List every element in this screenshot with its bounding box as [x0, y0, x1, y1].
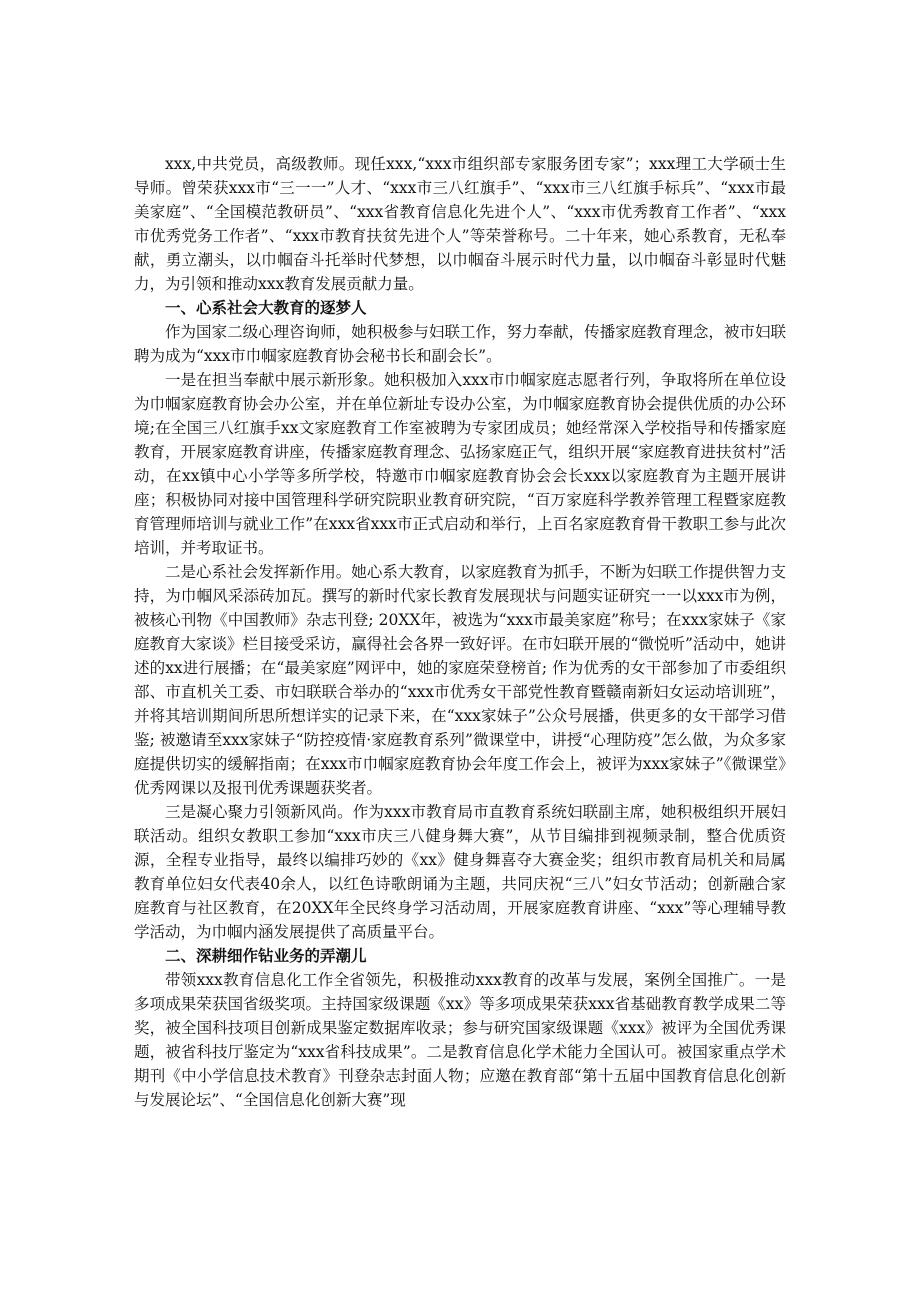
section1-paragraph-3: 二是心系社会发挥新作用。她心系大教育，以家庭教育为抓手，不断为妇联工作提供智力支持，为巾帼风采添砖加瓦。撰写的新时代家长教育发展现状与问题实证研究一一以xxx市为例，被核心刊物《中国教师》杂志刊登; 20XX年，被选为“xxx市最美家庭”称号；在xxx家妹子《家庭教育大家谈》栏目接受采访，赢得社会各界一致好评。在市妇联开展的“微悦听”活动中，她讲述的xx进行展播；在“最美家庭”网评中，她的家庭荣登榜首; 作为优秀的女干部参加了市委组织部、市直机关工委、市妇联联合举办的“xxx市优秀女干部党性教育暨赣南新妇女运动培训班”，并将其培训期间所思所想详实的记录下来，在“xxx家妹子”公众号展播，供更多的女干部学习借鉴; 被邀请至xxx家妹子“防控疫情·家庭教育系列”微课堂中，讲授“心理防疫”怎么做，为众多家庭提供切实的缓解指南；在xxx市巾帼家庭教育协会年度工作会上，被评为xxx家妹子”《微课堂》优秀网课以及报刊优秀课题获奖者。 [134, 563, 786, 797]
section1-paragraph-4: 三是凝心聚力引领新风尚。作为xxx市教育局市直教育系统妇联副主席，她积极组织开展妇联活动。组织女教职工参加“xxx市庆三八健身舞大赛”，从节目编排到视频录制，整合优质资源，全程专业指导，最终以编排巧妙的《xx》健身舞喜夺大赛金奖；组织市教育局机关和局属教育单位妇女代表40余人，以红色诗歌朗诵为主题，共同庆祝“三八”妇女节活动；创新融合家庭教育与社区教育，在20XX年全民终身学习活动周，开展家庭教育讲座、“xxx”等心理辅导教学活动，为巾帼内涵发展提供了高质量平台。 [134, 803, 786, 941]
section-heading-1: 一、心系社会大教育的逐梦人 [165, 298, 367, 317]
section1-paragraph-1: 作为国家二级心理咨询师，她积极参与妇联工作，努力奉献，传播家庭教育理念，被市妇联聘为成为“xxx市巾帼家庭教育协会秘书长和副会长”。 [134, 323, 786, 365]
intro-paragraph: xxx,中共党员，高级教师。现任xxx,“xxx市组织部专家服务团专家”；xxx理工大学硕士生导师。曾荣获xxx市“三一一”人才、“xxx市三八红旗手”、“xxx市三八红旗手标兵”、“xxx市最美家庭”、“全国模范教研员”、“xxx省教育信息化先进个人”、“xxx市优秀教育工作者”、“xxx市优秀党务工作者”、“xxx市教育扶贫先进个人”等荣誉称号。二十年来，她心系教育，无私奉献，勇立潮头，以巾帼奋斗托举时代梦想，以巾帼奋斗展示时代力量，以巾帼奋斗彰显时代魅力，为引领和推动xxx教育发展贡献力量。 [134, 155, 786, 293]
document-page [134, 152, 786, 1112]
section2-paragraph-1: 带领xxx教育信息化工作全省领先，积极推动xxx教育的改革与发展，案例全国推广。一是多项成果荣获国省级奖项。主持国家级课题《xx》等多项成果荣获xxx省基础教育教学成果二等奖，被全国科技项目创新成果鉴定数据库收录；参与研究国家级课题《xxx》被评为全国优秀课题，被省科技厅鉴定为“xxx省科技成果”。二是教育信息化学术能力全国认可。被国家重点学术期刊《中小学信息技术教育》刊登杂志封面人物；应邀在教育部“第十五届中国教育信息化创新与发展论坛”、“全国信息化创新大赛”现 [134, 971, 786, 1109]
section1-paragraph-2: 一是在担当奉献中展示新形象。她积极加入xxx市巾帼家庭志愿者行列，争取将所在单位设为巾帼家庭教育协会办公室，并在单位新址专设办公室，为巾帼家庭教育协会提供优质的办公环境;在全国三八红旗手xx文家庭教育工作室被聘为专家团成员；她经常深入学校指导和传播家庭教育，开展家庭教育讲座，传播家庭教育理念、弘扬家庭正气，组织开展“家庭教育进扶贫村”活动，在xx镇中心小学等多所学校，特邀市巾帼家庭教育协会会长xxx以家庭教育为主题开展讲座；积极协同对接中国管理科学研究院职业教育研究院，“百万家庭科学教养管理工程暨家庭教育管理师培训与就业工作”在xxx省xxx市正式启动和举行，上百名家庭教育骨干教职工参与此次培训，并考取证书。 [134, 371, 786, 557]
section-heading-2: 二、深耕细作钻业务的弄潮儿 [165, 946, 367, 965]
